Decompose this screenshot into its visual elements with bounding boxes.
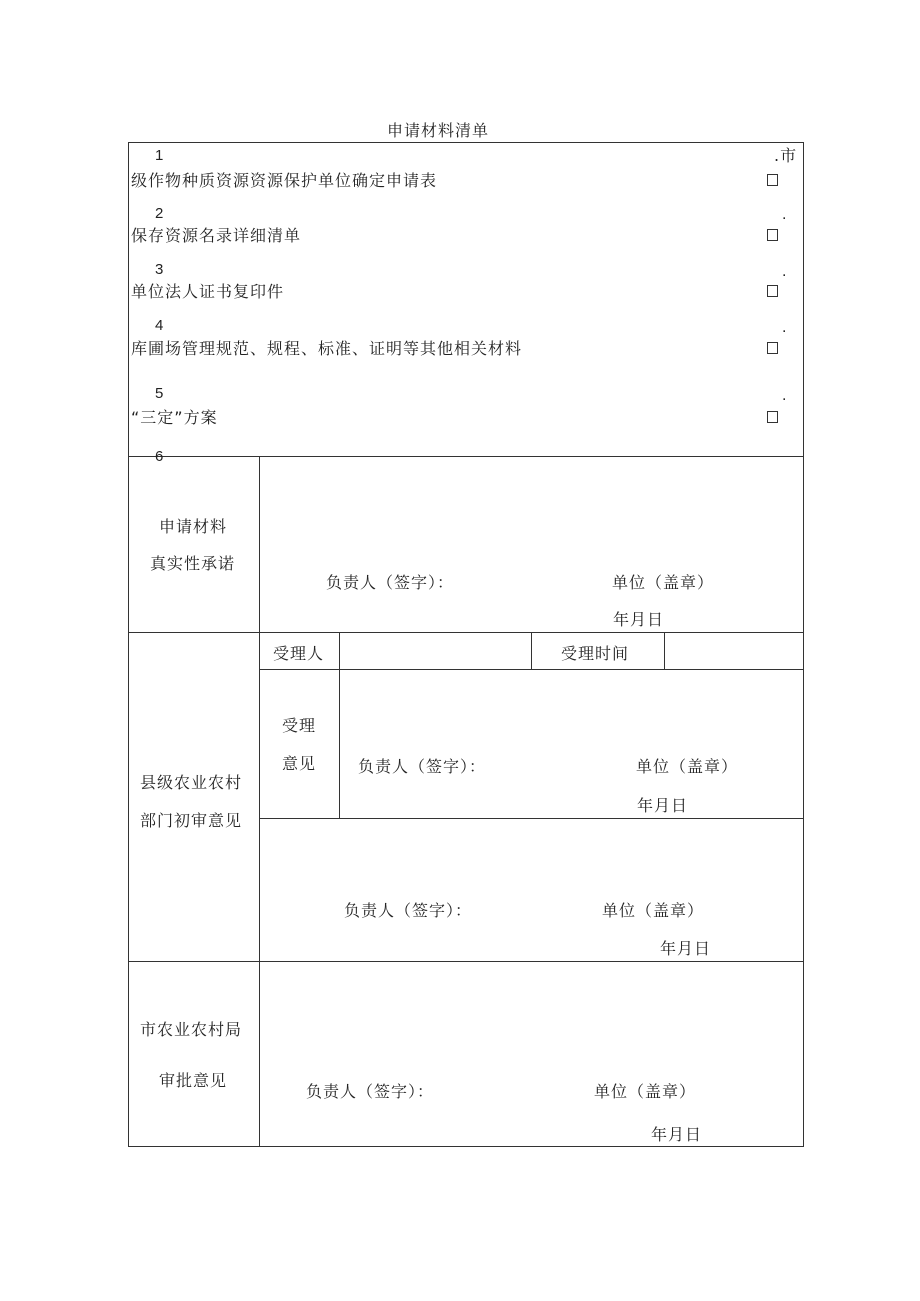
row-divider — [128, 456, 804, 457]
seal-field: 单位（盖章） — [636, 757, 739, 776]
checkbox[interactable] — [767, 174, 778, 186]
label-column-divider — [259, 456, 260, 1147]
item-text: 保存资源名录详细清单 — [131, 226, 302, 245]
table-left-border — [128, 142, 129, 1147]
checkbox[interactable] — [767, 285, 778, 297]
city-label-line2: 审批意见 — [159, 1071, 228, 1090]
opinion-label-line1: 受理 — [282, 716, 317, 735]
table-bottom-border — [128, 1146, 804, 1147]
signer-field: 负责人（签字）： — [344, 901, 473, 920]
item-text: 单位法人证书复印件 — [131, 282, 285, 301]
receive-time-label: 受理时间 — [561, 644, 630, 663]
item-number: 5 — [155, 385, 164, 402]
item-dot: . — [782, 319, 787, 336]
row-divider — [128, 961, 804, 962]
county-label-line1: 县级农业农村 — [140, 773, 243, 792]
column-divider — [531, 632, 532, 669]
date-field: 年月日 — [660, 939, 712, 958]
row-divider — [259, 818, 804, 819]
column-divider — [664, 632, 665, 669]
date-field: 年月日 — [637, 796, 689, 815]
checkbox[interactable] — [767, 411, 778, 423]
checkbox[interactable] — [767, 342, 778, 354]
item-text: 库圃场管理规范、规程、标准、证明等其他相关材料 — [131, 339, 523, 358]
date-field: 年月日 — [651, 1125, 703, 1144]
seal-field: 单位（盖章） — [594, 1082, 697, 1101]
column-divider — [339, 632, 340, 818]
seal-field: 单位（盖章） — [612, 573, 715, 592]
opinion-label-line2: 意见 — [282, 754, 317, 773]
item-text: “三定”方案 — [131, 408, 218, 427]
item-number: 6 — [155, 448, 164, 465]
table-right-border — [803, 142, 804, 1147]
row-divider — [259, 669, 804, 670]
item-number: 2 — [155, 205, 164, 222]
item-dot: . — [782, 206, 787, 223]
city-label-line1: 市农业农村局 — [140, 1020, 243, 1039]
list-item — [150, 448, 170, 465]
item-text: 级作物种质资源资源保护单位确定申请表 — [131, 171, 438, 190]
item-dot: . — [782, 387, 787, 404]
signer-field: 负责人（签字）： — [326, 573, 455, 592]
signer-field: 负责人（签字）： — [358, 757, 487, 776]
receiver-label: 受理人 — [273, 644, 325, 663]
checkbox[interactable] — [767, 229, 778, 241]
page-title: 申请材料清单 — [387, 121, 490, 140]
top-marker: .市 — [774, 146, 798, 165]
commitment-label-line1: 申请材料 — [159, 517, 228, 536]
item-dot: . — [782, 263, 787, 280]
item-number: 4 — [155, 317, 164, 334]
date-field: 年月日 — [613, 610, 665, 629]
item-number: 3 — [155, 261, 164, 278]
seal-field: 单位（盖章） — [602, 901, 705, 920]
commitment-label-line2: 真实性承诺 — [150, 554, 236, 573]
county-label-line2: 部门初审意见 — [140, 811, 243, 830]
item-number: 1 — [155, 147, 164, 164]
signer-field: 负责人（签字）： — [306, 1082, 435, 1101]
row-divider — [128, 632, 804, 633]
table-top-border — [128, 142, 804, 143]
